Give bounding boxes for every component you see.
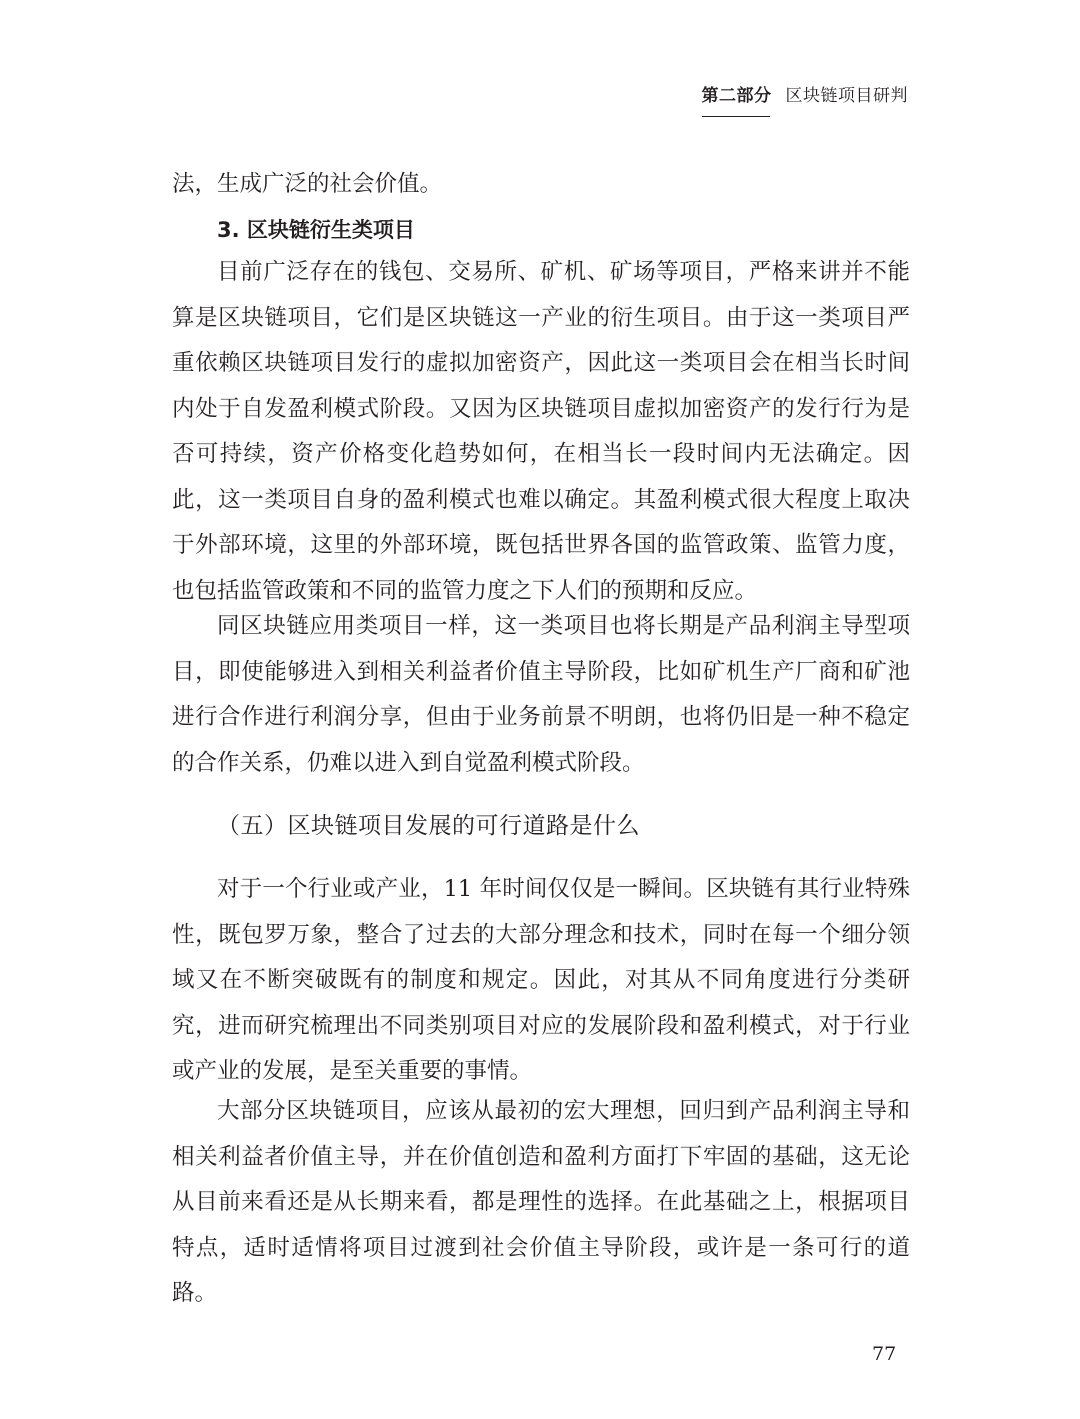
body-paragraph: 目前广泛存在的钱包、交易所、矿机、矿场等项目，严格来讲并不能算是区块链项目，它们是区块链这一产业的衍生项目。由于这一类项目严重依赖区块链项目发行的虚拟加密资产，因此这一类项目会在相当长时间内处于自发盈利模式阶段。又因为区块链项目虚拟加密资产的发行行为是否可持续，资产价格变化趋势如何，在相当长一段时间内无法确定。因此，这一类项目自身的盈利模式也难以确定。其盈利模式很大程度上取决于外部环境，这里的外部环境，既包括世界各国的监管政策、监管力度，也包括监管政策和不同的监管力度之下人们的预期和反应。: [172, 259, 910, 604]
opening-line: 法，生成广泛的社会价值。: [172, 171, 443, 197]
chapter-label: 区块链项目研判: [785, 86, 908, 106]
page-number: 77: [872, 1343, 897, 1365]
header-rule: [702, 116, 770, 117]
body-paragraph: 大部分区块链项目，应该从最初的宏大理想，回归到产品利润主导和相关利益者价值主导，并在价值创造和盈利方面打下牢固的基础，这无论从目前来看还是从长期来看，都是理性的选择。在此基础之上，根据项目特点，适时适情将项目过渡到社会价值主导阶段，或许是一条可行的道路。: [172, 1098, 910, 1306]
body-paragraph: 对于一个行业或产业，11 年时间仅仅是一瞬间。区块链有其行业特殊性，既包罗万象，整合了过去的大部分理念和技术，同时在每一个细分领域又在不断突破既有的制度和规定。因此，对其从不同角度进行分类研究，进而研究梳理出不同类别项目对应的发展阶段和盈利模式，对于行业或产业的发展，是至关重要的事情。: [172, 876, 910, 1084]
running-header: [702, 84, 909, 108]
body-paragraph: 同区块链应用类项目一样，这一类项目也将长期是产品利润主导型项目，即使能够进入到相关利益者价值主导阶段，比如矿机生产厂商和矿池进行合作进行利润分享，但由于业务前景不明朗，也将仍旧是一种不稳定的合作关系，仍难以进入到自觉盈利模式阶段。: [172, 613, 910, 776]
part-label: 第二部分: [701, 86, 772, 106]
subsection-heading: 3. 区块链衍生类项目: [217, 218, 415, 242]
section-heading: （五）区块链项目发展的可行道路是什么: [217, 813, 640, 839]
